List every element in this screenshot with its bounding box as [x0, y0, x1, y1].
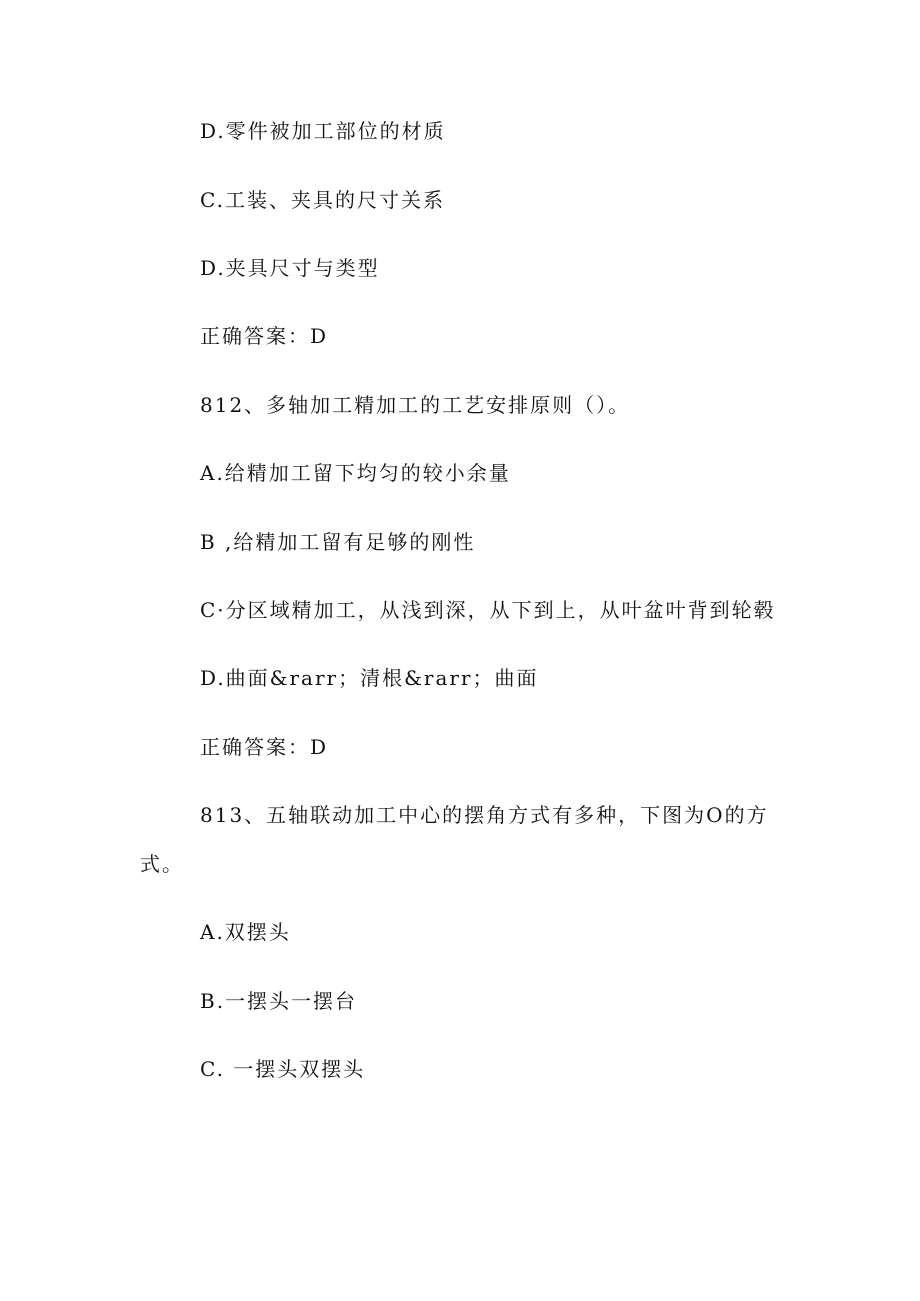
q811-option-c: C.工装、夹具的尺寸关系	[200, 188, 445, 212]
q812-option-c: C·分区域精加工，从浅到深，从下到上，从叶盆叶背到轮毂	[200, 598, 776, 622]
q811-answer: 正确答案：D	[200, 324, 329, 348]
q812-question: 812、多轴加工精加工的工艺安排原则（）。	[200, 393, 631, 417]
q812-answer: 正确答案：D	[200, 735, 329, 759]
q812-option-b: B ,给精加工留有足够的刚性	[200, 530, 476, 554]
q812-option-d: D.曲面&rarr；清根&rarr；曲面	[200, 666, 539, 690]
q813-question-line1: 813、五轴联动加工中心的摆角方式有多种，下图为O的方	[200, 803, 769, 827]
q813-question-line2: 式。	[140, 852, 184, 876]
q812-option-a: A.给精加工留下均匀的较小余量	[200, 461, 511, 485]
q811-option-d-prev: D.零件被加工部位的材质	[200, 119, 446, 143]
q813-option-c: C. 一摆头双摆头	[200, 1057, 366, 1081]
q813-option-a: A.双摆头	[200, 920, 291, 944]
q813-option-b: B.一摆头一摆台	[200, 989, 358, 1013]
q811-option-d: D.夹具尺寸与类型	[200, 256, 380, 280]
